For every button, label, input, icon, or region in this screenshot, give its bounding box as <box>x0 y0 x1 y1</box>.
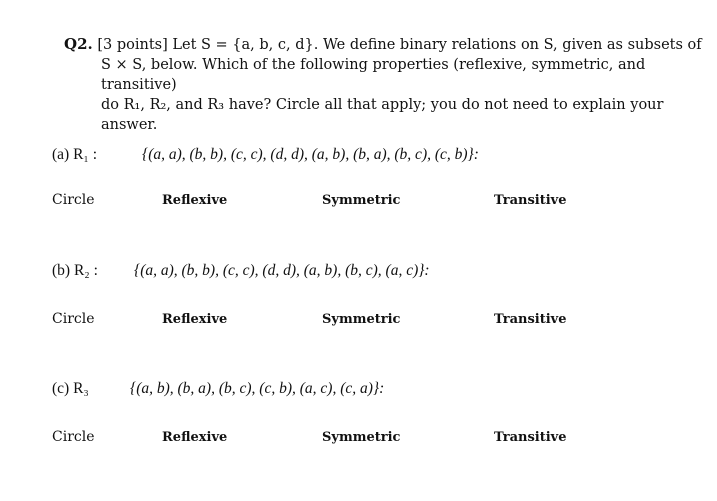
question-line-1: [3 points] Let S = {a, b, c, d}. We define binary relations on S, given as subsets of <box>97 37 702 53</box>
part-b-relation: {(a, a), (b, b), (c, c), (d, d), (a, b), (b, c), (a, c)}: <box>134 262 430 279</box>
part-a-relation: {(a, a), (b, b), (c, c), (d, d), (a, b), (b, a), (b, c), (c, b)}: <box>142 146 479 163</box>
question-text <box>64 34 704 135</box>
part-c-circle-label: Circle <box>52 429 95 445</box>
question-line-3: do R₁, R₂, and R₃ have? Circle all that apply; you do not need to explain your answer. <box>101 97 664 133</box>
part-b-reflexive-option[interactable]: Reflexive <box>162 312 228 327</box>
part-b-label: (b) R₂ : <box>52 262 98 279</box>
part-a-label: (a) R₁ : <box>52 146 98 163</box>
question-label: Q2. <box>64 35 93 53</box>
part-a-circle-label: Circle <box>52 192 95 208</box>
part-a-reflexive-option[interactable]: Reflexive <box>162 193 228 208</box>
part-b-circle-label: Circle <box>52 311 95 327</box>
part-c-symmetric-option[interactable]: Symmetric <box>322 430 401 445</box>
part-a-transitive-option[interactable]: Transitive <box>494 193 567 208</box>
part-c-reflexive-option[interactable]: Reflexive <box>162 430 228 445</box>
question-line-2: S × S, below. Which of the following properties (reflexive, symmetric, and transitive) <box>101 57 646 93</box>
part-c-label: (c) R₃ <box>52 380 89 397</box>
part-c-relation: {(a, b), (b, a), (b, c), (c, b), (a, c), (c, a)}: <box>130 380 385 397</box>
part-c-transitive-option[interactable]: Transitive <box>494 430 567 445</box>
part-a-symmetric-option[interactable]: Symmetric <box>322 193 401 208</box>
part-b-transitive-option[interactable]: Transitive <box>494 312 567 327</box>
part-b-symmetric-option[interactable]: Symmetric <box>322 312 401 327</box>
